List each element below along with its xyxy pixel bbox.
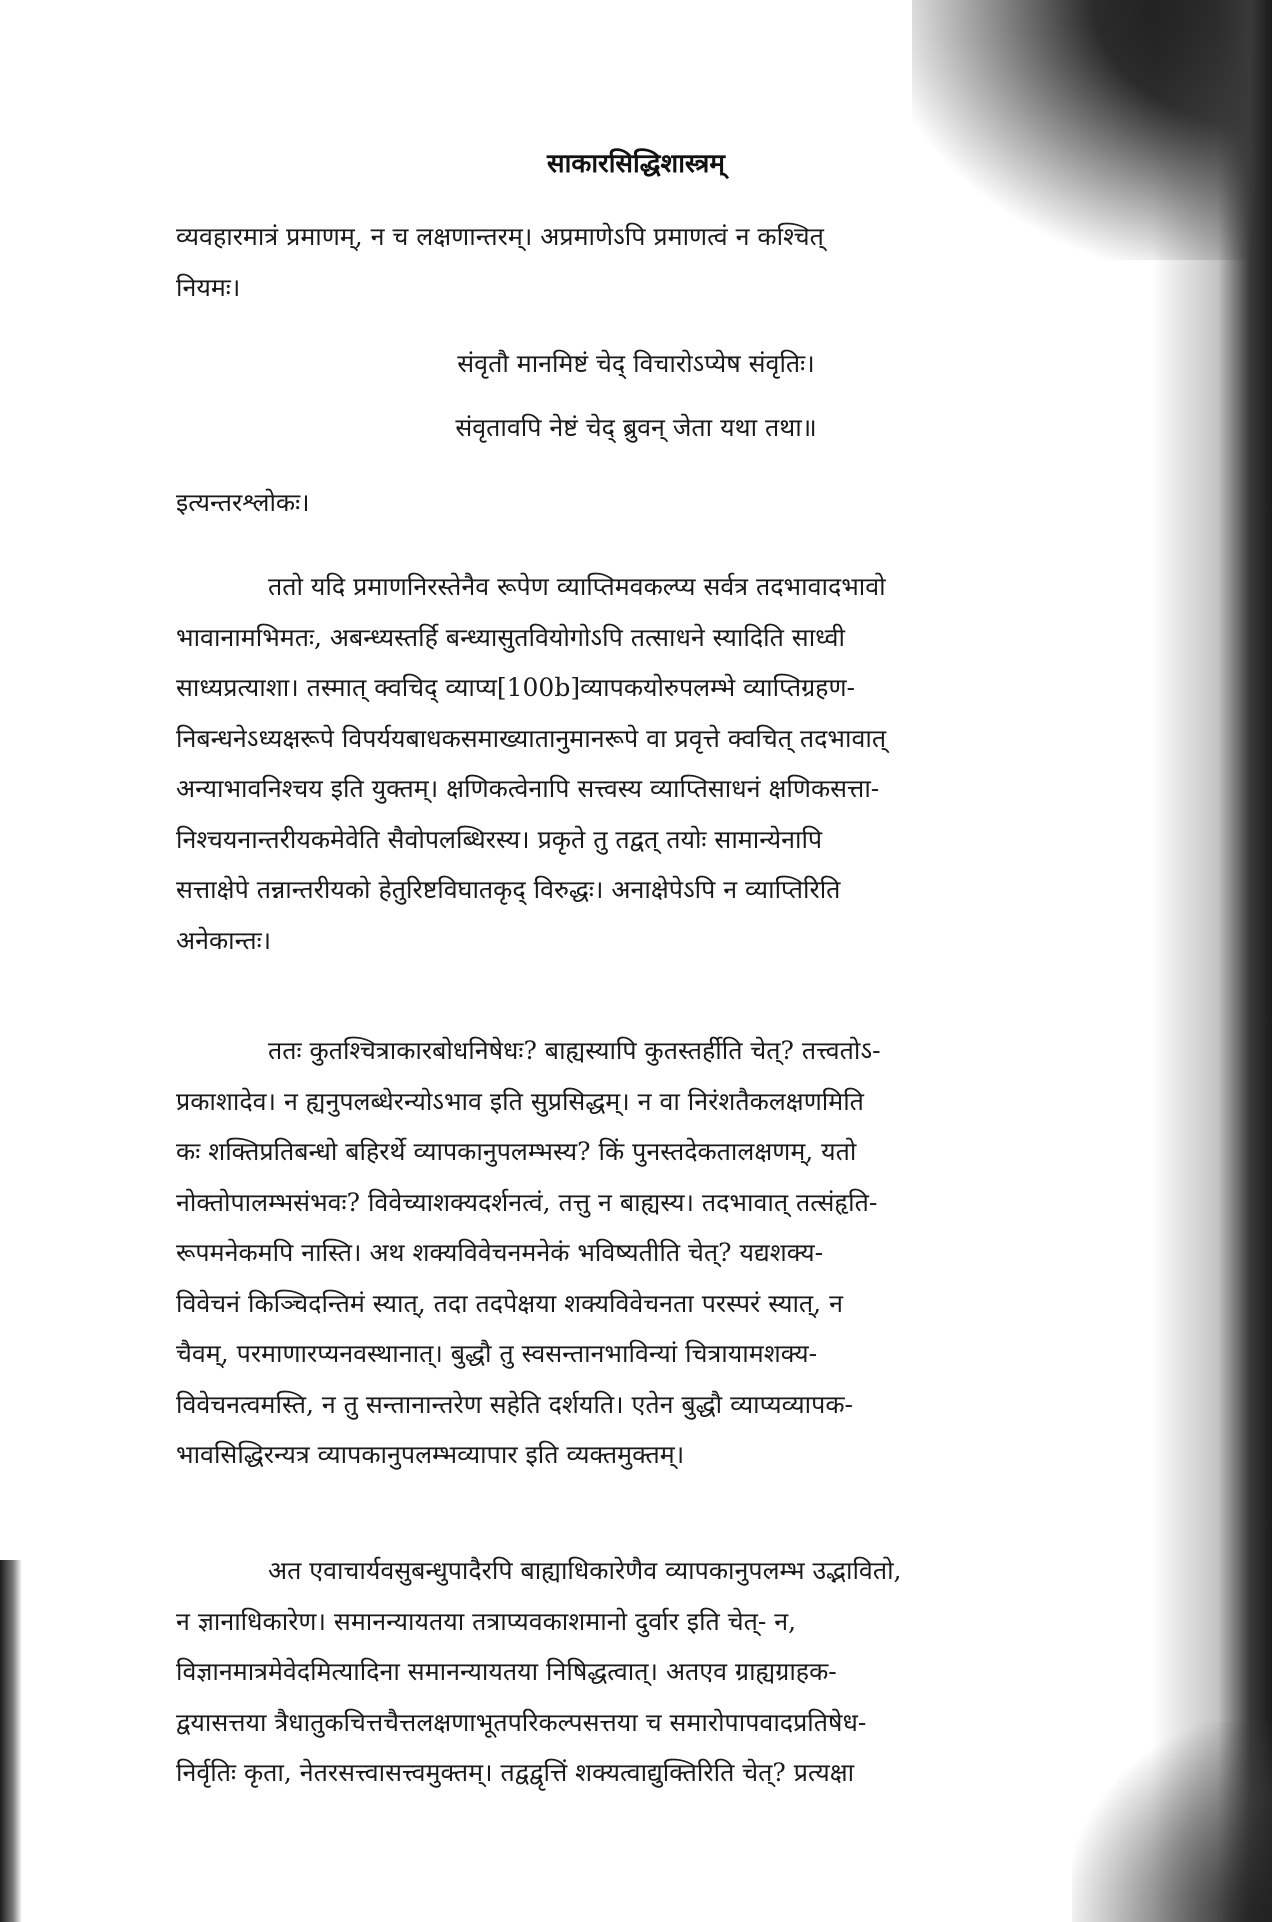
paragraph-2 (176, 478, 1126, 529)
text-line: नोक्तोपालम्भसंभवः? विवेच्याशक्यदर्शनत्वं, तत्तु न बाह्यस्य। तदभावात् तत्संहृति- (176, 1187, 878, 1217)
paragraph-1 (176, 212, 1126, 313)
paragraph-3 (176, 562, 1126, 966)
verse (0, 332, 1272, 460)
text-line: द्वयासत्तया त्रैधातुकचित्तचैत्तलक्षणाभूतपरिकल्पसत्तया च समारोपापवादप्रतिषेध- (176, 1707, 867, 1737)
text-line: इत्यन्तरश्लोकः। (176, 488, 310, 517)
paragraph-4 (176, 1026, 1126, 1481)
text-line: विवेचनं किञ्चिदन्तिमं स्यात्, तदा तदपेक्षया शक्यविवेचनता परस्परं स्यात्, न (176, 1288, 843, 1318)
text-line: अन्याभावनिश्चय इति युक्तम्। क्षणिकत्वेनापि सत्त्वस्य व्याप्तिसाधनं क्षणिकसत्ता- (176, 774, 880, 803)
text-line: नियमः। (176, 272, 241, 302)
text-line: निश्चयनान्तरीयकमेवेति सैवोपलब्धिरस्य। प्रकृते तु तद्वत् तयोः सामान्येनापि (176, 824, 823, 854)
scan-shadow-right-edge (1152, 0, 1272, 1922)
text-line: भावसिद्धिरन्यत्र व्यापकानुपलम्भव्यापार इति व्यक्तमुक्तम्। (176, 1440, 685, 1469)
text-line: अनेकान्तः। (176, 925, 272, 955)
text-line: साध्यप्रत्याशा। तस्मात् क्वचिद् व्याप्य[100b]व्यापकयोरुपलम्भे व्याप्तिग्रहण- (176, 673, 855, 702)
verse-line: संवृतौ मानमिष्टं चेद् विचारोऽप्येष संवृतिः। (457, 349, 815, 378)
text-line: ततो यदि प्रमाणनिरस्तेनैव रूपेण व्याप्तिमवकल्प्य सर्वत्र तदभावादभावो (268, 572, 886, 601)
text-line: कः शक्तिप्रतिबन्धो बहिरर्थे व्यापकानुपलम्भस्य? किं पुनस्तदेकतालक्षणम्, यतो (176, 1137, 857, 1166)
scan-shadow-left-edge (0, 1560, 22, 1922)
text-line: न ज्ञानाधिकारेण। समानन्यायतया तत्राप्यवकाशमानो दुर्वार इति चेत्- न, (176, 1606, 797, 1636)
text-line: भावानामभिमतः, अबन्ध्यस्तर्हि बन्ध्यासुतवियोगोऽपि तत्साधने स्यादिति साध्वी (176, 622, 845, 652)
text-line: सत्ताक्षेपे तन्नान्तरीयको हेतुरिष्टविघातकृद् विरुद्धः। अनाक्षेपेऽपि न व्याप्तिरिति (176, 875, 841, 904)
text-line: विज्ञानमात्रमेवेदमित्यादिना समानन्यायतया निषिद्धत्वात्। अतएव ग्राह्यग्राहक- (176, 1657, 837, 1686)
text-line: अत एवाचार्यवसुबन्धुपादैरपि बाह्याधिकारेणैव व्यापकानुपलम्भ उद्भावितो, (268, 1556, 902, 1585)
paragraph-5 (176, 1546, 1126, 1799)
text-line: रूपमनेकमपि नास्ति। अथ शक्यविवेचनमनेकं भविष्यतीति चेत्? यद्यशक्य- (176, 1238, 824, 1267)
text-line: विवेचनत्वमस्ति, न तु सन्तानान्तरेण सहेति दर्शयति। एतेन बुद्धौ व्याप्यव्यापक- (176, 1389, 853, 1419)
text-line: निर्वृतिः कृता, नेतरसत्त्वासत्त्वमुक्तम्। तद्वद्वृत्तिं शक्यत्वाद्युक्तिरिति चेत्? प्रत्यक्षा (176, 1758, 855, 1787)
text-line: चैवम्, परमाणारप्यनवस्थानात्। बुद्धौ तु स्वसन्तानभाविन्यां चित्रायामशक्य- (176, 1339, 818, 1368)
verse-line: संवृतावपि नेष्टं चेद् ब्रुवन् जेता यथा तथा॥ (455, 413, 817, 442)
text-line: प्रकाशादेव। न ह्यनुपलब्धेरन्योऽभाव इति सुप्रसिद्धम्। न वा निरंशतैकलक्षणमिति (176, 1086, 864, 1116)
text-line: निबन्धनेऽध्यक्षरूपे विपर्ययबाधकसमाख्यातानुमानरूपे वा प्रवृत्ते क्वचित् तदभावात् (176, 723, 887, 753)
text-line: ततः कुतश्चित्राकारबोधनिषेधः? बाह्यस्यापि कुतस्तर्हीति चेत्? तत्त्वतोऽ- (268, 1036, 881, 1065)
text-line: व्यवहारमात्रं प्रमाणम्, न च लक्षणान्तरम्। अप्रमाणेऽपि प्रमाणत्वं न कश्चित् (176, 222, 824, 251)
running-header: साकारसिद्धिशास्त्रम् (547, 149, 725, 179)
